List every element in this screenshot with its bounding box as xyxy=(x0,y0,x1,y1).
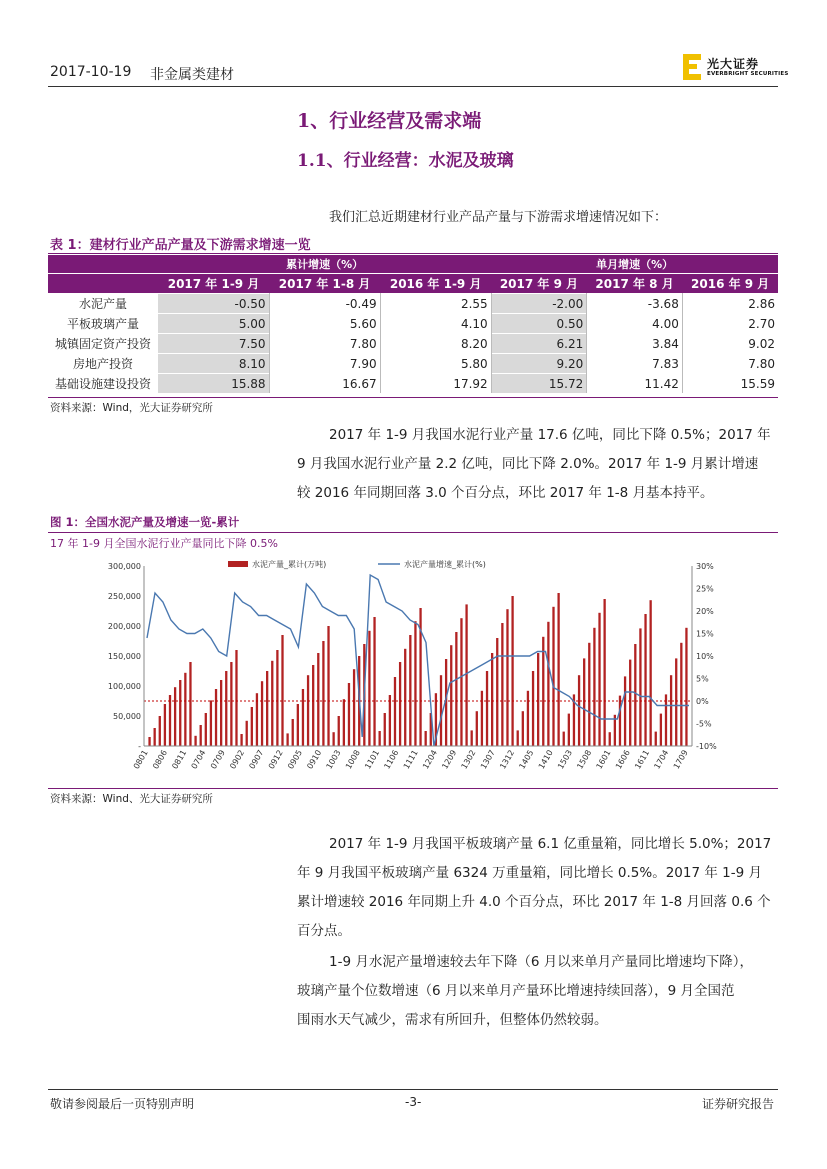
bar xyxy=(675,658,677,746)
x-tick-label: 1709 xyxy=(671,748,690,771)
x-tick-label: 1508 xyxy=(575,748,594,771)
cell: -0.50 xyxy=(158,294,269,314)
bar xyxy=(164,704,166,746)
cell: 9.02 xyxy=(682,334,778,354)
column-header: 2017 年 8 月 xyxy=(587,274,683,294)
x-tick-label: 0910 xyxy=(305,748,324,771)
figure-source: 资料来源：Wind、光大证券研究所 xyxy=(50,793,213,805)
x-tick-label: 1606 xyxy=(613,748,632,771)
figure-caption: 图 1：全国水泥产量及增速一览-累计 xyxy=(50,515,240,529)
bar xyxy=(486,671,488,746)
footer-divider xyxy=(48,1089,778,1090)
bar xyxy=(348,683,350,746)
paragraph-line: 累计增速较 2016 年同期上升 4.0 个百分点，环比 2017 年 1-8 月回落 0.6 个 xyxy=(297,894,771,910)
bar xyxy=(527,691,529,746)
bar xyxy=(276,650,278,746)
paragraph-line: 9 月我国水泥行业产量 2.2 亿吨，同比下降 2.0%。2017 年 1-9 月累计增速 xyxy=(297,456,759,472)
header-divider xyxy=(48,86,778,87)
paragraph-line: 较 2016 年同期回落 3.0 个百分点，环比 2017 年 1-8 月基本持平。 xyxy=(297,485,714,501)
cell: 6.21 xyxy=(491,334,587,354)
bar xyxy=(680,643,682,746)
paragraph-line: 年 9 月我国平板玻璃产量 6324 万重量箱，同比增长 0.5%。2017 年 1-9 月 xyxy=(297,865,762,881)
bar xyxy=(455,632,457,746)
bar xyxy=(685,628,687,746)
x-tick-label: 1204 xyxy=(421,748,440,771)
bar xyxy=(563,732,565,746)
bar xyxy=(598,613,600,746)
industry-growth-table xyxy=(48,255,778,393)
bar xyxy=(624,676,626,746)
bar xyxy=(670,675,672,746)
bar xyxy=(194,736,196,746)
bar xyxy=(379,731,381,746)
y-right-tick-label: 30% xyxy=(696,562,714,571)
cell: -0.49 xyxy=(269,294,380,314)
bar xyxy=(660,714,662,746)
cell: 17.92 xyxy=(380,374,491,394)
y-left-tick-label: - xyxy=(138,742,141,751)
section-heading: 1、行业经营及需求端 xyxy=(297,110,482,132)
bar xyxy=(317,653,319,746)
paragraph-line: 2017 年 1-9 月我国水泥行业产量 17.6 亿吨，同比下降 0.5%；2017 年 xyxy=(329,427,771,443)
y-right-tick-label: 5% xyxy=(696,674,709,684)
cell: 2.55 xyxy=(380,294,491,314)
x-tick-label: 1312 xyxy=(498,748,517,771)
bar xyxy=(496,638,498,746)
footer-disclaimer: 敬请参阅最后一页特别声明 xyxy=(50,1097,195,1111)
bar xyxy=(537,653,539,746)
paragraph-line: 围雨水天气减少，需求有所回升，但整体仍然较弱。 xyxy=(297,1012,608,1028)
cell: 2.86 xyxy=(682,294,778,314)
bar xyxy=(230,662,232,746)
table-row xyxy=(48,374,778,394)
bar xyxy=(511,596,513,746)
figure-subtitle: 17 年 1-9 月全国水泥行业产量同比下降 0.5% xyxy=(50,537,278,550)
cement-output-chart xyxy=(88,552,748,788)
x-tick-label: 0905 xyxy=(286,748,305,771)
bar xyxy=(583,658,585,746)
bar xyxy=(619,696,621,746)
report-sector: 非金属类建材 xyxy=(150,67,234,83)
bar xyxy=(189,662,191,746)
bar xyxy=(332,732,334,746)
x-tick-label: 1704 xyxy=(652,748,671,771)
y-right-tick-label: 10% xyxy=(696,652,714,661)
bar xyxy=(552,607,554,746)
bar xyxy=(542,637,544,746)
bar xyxy=(240,734,242,746)
row-label: 房地产投资 xyxy=(48,354,158,374)
column-header: 2017 年 9 月 xyxy=(491,274,587,294)
table-caption-rule xyxy=(48,253,778,254)
x-tick-label: 1410 xyxy=(536,748,555,771)
y-right-tick-label: 0% xyxy=(696,697,709,706)
cell: 5.00 xyxy=(158,314,269,334)
cell: -2.00 xyxy=(491,294,587,314)
cell: 9.20 xyxy=(491,354,587,374)
bar xyxy=(281,635,283,746)
bar xyxy=(220,680,222,746)
bar xyxy=(200,725,202,746)
x-tick-label: 1302 xyxy=(459,748,478,771)
growth-line xyxy=(147,575,689,746)
x-tick-label: 0709 xyxy=(208,748,227,771)
table-column-header-row xyxy=(48,274,778,294)
bar xyxy=(460,618,462,746)
column-header: 2016 年 9 月 xyxy=(682,274,778,294)
y-right-tick-label: 15% xyxy=(696,629,714,639)
bar xyxy=(225,671,227,746)
paragraph-line: 玻璃产量个位数增速（6 月以来单月产量环比增速持续回落），9 月全国范 xyxy=(297,983,735,999)
bar xyxy=(547,622,549,746)
table-source: 资料来源：Wind，光大证券研究所 xyxy=(50,402,213,414)
y-left-tick-label: 200,000 xyxy=(107,622,141,631)
bar xyxy=(440,675,442,746)
x-tick-label: 0912 xyxy=(266,748,285,771)
bar xyxy=(292,719,294,746)
bar xyxy=(476,711,478,746)
y-left-tick-label: 150,000 xyxy=(107,652,141,661)
y-left-tick-label: 300,000 xyxy=(107,562,141,571)
paragraph-line: 百分点。 xyxy=(297,923,351,939)
x-tick-label: 0801 xyxy=(131,748,150,771)
table-caption: 表 1：建材行业产品产量及下游需求增速一览 xyxy=(50,238,311,253)
bar xyxy=(588,643,590,746)
bar xyxy=(286,733,288,746)
bar xyxy=(609,732,611,746)
everbright-logo-icon xyxy=(683,54,703,80)
x-tick-label: 1209 xyxy=(440,748,459,771)
logo-name-en: EVERBRIGHT SECURITIES xyxy=(707,71,789,77)
y-right-tick-label: -10% xyxy=(696,742,717,751)
bar xyxy=(184,673,186,746)
x-tick-label: 1101 xyxy=(363,748,382,771)
bar xyxy=(655,732,657,746)
paragraph-line: 1-9 月水泥产量增速较去年下降（6 月以来单月产量同比增速均下降）， xyxy=(329,954,753,970)
report-date: 2017-10-19 xyxy=(50,64,132,80)
cell: 3.84 xyxy=(587,334,683,354)
bar xyxy=(338,716,340,746)
row-label: 基础设施建设投资 xyxy=(48,374,158,394)
x-tick-label: 0704 xyxy=(189,748,208,771)
bar xyxy=(235,650,237,746)
bar xyxy=(302,689,304,746)
cell: 15.72 xyxy=(491,374,587,394)
column-header: 2017 年 1-8 月 xyxy=(269,274,380,294)
bar xyxy=(665,694,667,746)
bar xyxy=(205,713,207,746)
x-tick-label: 0806 xyxy=(151,748,170,771)
bar xyxy=(368,631,370,746)
y-left-tick-label: 50,000 xyxy=(113,712,141,721)
bar xyxy=(639,628,641,746)
x-tick-label: 1008 xyxy=(343,748,362,771)
bar xyxy=(491,653,493,746)
bar xyxy=(148,737,150,746)
cell: 16.67 xyxy=(269,374,380,394)
bar xyxy=(159,716,161,746)
bar xyxy=(312,665,314,746)
x-tick-label: 1601 xyxy=(594,748,613,771)
paragraph-line: 2017 年 1-9 月我国平板玻璃产量 6.1 亿重量箱，同比增长 5.0%；2017 xyxy=(329,836,772,852)
bar xyxy=(644,614,646,746)
y-right-tick-label: 25% xyxy=(696,584,714,594)
table-row xyxy=(48,294,778,314)
x-tick-label: 1405 xyxy=(517,748,536,771)
bar xyxy=(471,730,473,746)
bar xyxy=(409,635,411,746)
cell: 15.59 xyxy=(682,374,778,394)
bar xyxy=(246,721,248,746)
legend-swatch-bar xyxy=(228,561,248,567)
cell: 7.50 xyxy=(158,334,269,354)
cell: 2.70 xyxy=(682,314,778,334)
cell: 11.42 xyxy=(587,374,683,394)
bar xyxy=(307,675,309,746)
bar xyxy=(215,689,217,746)
bar xyxy=(629,660,631,746)
table-bottom-rule xyxy=(48,397,778,398)
cell: 7.80 xyxy=(682,354,778,374)
page-number: -3- xyxy=(405,1095,422,1109)
x-tick-label: 1503 xyxy=(556,748,575,771)
bar xyxy=(297,704,299,746)
bar xyxy=(174,687,176,746)
bar xyxy=(373,617,375,746)
y-right-tick-label: 20% xyxy=(696,607,714,616)
figure-bottom-rule xyxy=(48,788,778,789)
bar xyxy=(425,731,427,746)
x-tick-label: 1307 xyxy=(478,748,497,771)
table-row xyxy=(48,354,778,374)
bar xyxy=(568,714,570,746)
x-tick-label: 0902 xyxy=(228,748,247,771)
bar xyxy=(650,600,652,746)
x-tick-label: 1003 xyxy=(324,748,343,771)
subsection-heading: 1.1、行业经营：水泥及玻璃 xyxy=(297,151,514,171)
bar xyxy=(481,691,483,746)
bar xyxy=(450,645,452,746)
cell: 0.50 xyxy=(491,314,587,334)
cell: -3.68 xyxy=(587,294,683,314)
bar xyxy=(322,641,324,746)
bar xyxy=(557,593,559,746)
bar xyxy=(593,628,595,746)
cell: 7.80 xyxy=(269,334,380,354)
group-header-cumulative: 累计增速（%） xyxy=(158,255,491,274)
bar xyxy=(261,681,263,746)
x-tick-label: 1611 xyxy=(633,748,652,771)
bar xyxy=(603,599,605,746)
x-tick-label: 1111 xyxy=(401,748,420,771)
bar xyxy=(327,626,329,746)
bar xyxy=(266,671,268,746)
bar xyxy=(154,728,156,746)
table-row xyxy=(48,314,778,334)
group-header-monthly: 单月增速（%） xyxy=(491,255,778,274)
bar xyxy=(578,675,580,746)
bar xyxy=(210,700,212,746)
figure-caption-rule xyxy=(48,532,778,533)
x-tick-label: 1106 xyxy=(382,748,401,771)
cell: 4.00 xyxy=(587,314,683,334)
bar xyxy=(251,707,253,746)
bar xyxy=(271,661,273,746)
bar xyxy=(634,644,636,746)
y-left-tick-label: 100,000 xyxy=(107,682,141,691)
x-tick-label: 0907 xyxy=(247,748,266,771)
row-label: 水泥产量 xyxy=(48,294,158,314)
row-label: 城镇固定资产投资 xyxy=(48,334,158,354)
cell: 8.10 xyxy=(158,354,269,374)
bar xyxy=(399,662,401,746)
y-left-tick-label: 250,000 xyxy=(107,592,141,601)
bar xyxy=(343,699,345,746)
cell: 15.88 xyxy=(158,374,269,394)
bar xyxy=(532,671,534,746)
bar xyxy=(384,713,386,746)
bar xyxy=(179,680,181,746)
bar xyxy=(517,730,519,746)
table-group-header-row xyxy=(48,255,778,274)
bar xyxy=(522,711,524,746)
column-header: 2017 年 1-9 月 xyxy=(158,274,269,294)
bar xyxy=(414,621,416,746)
bar xyxy=(465,604,467,746)
cell: 5.60 xyxy=(269,314,380,334)
cell: 5.80 xyxy=(380,354,491,374)
y-right-tick-label: -5% xyxy=(696,719,712,729)
bar xyxy=(389,695,391,746)
cell: 7.83 xyxy=(587,354,683,374)
column-header: 2016 年 1-9 月 xyxy=(380,274,491,294)
intro-text: 我们汇总近期建材行业产品产量与下游需求增速情况如下： xyxy=(329,210,668,225)
footer-report-type: 证券研究报告 xyxy=(702,1097,775,1111)
bar xyxy=(169,695,171,746)
bar xyxy=(353,669,355,746)
legend-label-bar: 水泥产量_累计(万吨) xyxy=(252,560,327,569)
legend-label-line: 水泥产量增速_累计(%) xyxy=(404,560,486,569)
logo-name: 光大证券 xyxy=(707,57,760,71)
bar xyxy=(506,609,508,746)
cell: 7.90 xyxy=(269,354,380,374)
bar xyxy=(394,677,396,746)
row-label: 平板玻璃产量 xyxy=(48,314,158,334)
bar xyxy=(404,649,406,746)
cell: 4.10 xyxy=(380,314,491,334)
cell: 8.20 xyxy=(380,334,491,354)
x-tick-label: 0811 xyxy=(170,748,189,771)
table-row xyxy=(48,334,778,354)
bar xyxy=(501,623,503,746)
